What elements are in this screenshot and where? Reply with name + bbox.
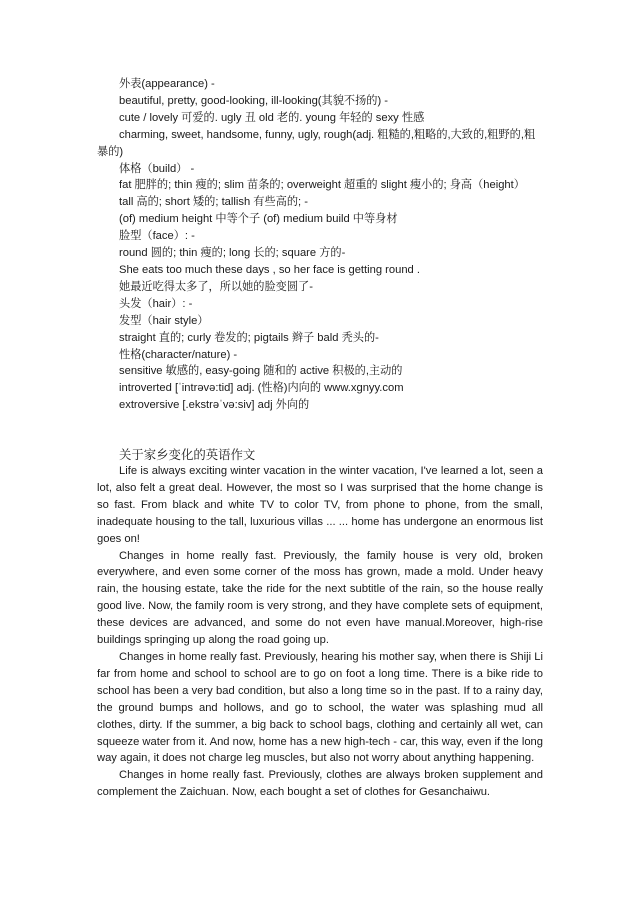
vocab-line: She eats too much these days , so her face is getting round .	[119, 263, 420, 276]
vocab-line: sensitive 敏感的, easy-going 随和的 active 积极的,主动的	[119, 365, 403, 378]
essay-title: 关于家乡变化的英语作文	[119, 447, 256, 462]
vocabulary-list	[97, 76, 547, 414]
vocab-line-face: 脸型（face）: -	[119, 230, 195, 243]
vocab-line: tall 高的; short 矮的; tallish 有些高的; -	[119, 196, 308, 209]
vocab-line: cute / lovely 可爱的. ugly 丑 old 老的. young 年轻的 sexy 性感	[119, 111, 425, 124]
vocab-line: fat 肥胖的; thin 瘦的; slim 苗条的; overweight 超重的 slight 瘦小的; 身高（height）	[119, 179, 525, 192]
vocab-line: beautiful, pretty, good-looking, ill-looking(其貌不扬的) -	[119, 94, 389, 107]
vocab-line-hair-style: 发型（hair style）	[119, 314, 209, 327]
essay-paragraph: Life is always exciting winter vacation in the winter vacation, I've learned a lot, seen a lot, also felt a great deal. However, the most so I was surprised that the home change is so fast. From black and white TV to color TV, from phone to phone, from the small, inadequate housing to the tall, luxurious villas ... ... home has undergone an enormous list goes on!	[97, 465, 543, 545]
vocab-line-build: 体格（build） -	[119, 162, 195, 175]
vocab-line: extroversive [.ekstrəˈvə:siv] adj 外向的	[119, 399, 310, 412]
vocab-line: straight 直的; curly 卷发的; pigtails 辫子 bald 秃头的-	[119, 331, 379, 344]
vocab-line-character: 性格(character/nature) -	[119, 348, 238, 361]
essay-paragraph: Changes in home really fast. Previously, the family house is very old, broken everywhere, and even some corner of the moss has grown, made a mold. Under heavy rain, the housing estate, take the ride for the next subtitle of the rain, so the house really good live. Now, the family room is very strong, and they have complete sets of equipment, these devices are advanced, and some do not even have manual.Moreover, high-rise buildings springing up along the road going up.	[97, 549, 543, 647]
essay-paragraph: Changes in home really fast. Previously, hearing his mother say, when there is Shiji Li far from home and school to school are to go on foot a long time. There is a bike ride to school has been a very bad condition, but also a long time so in the past. If to a rainy day, the ground bumps and hollows, and go to school, the water was splashing mud all clothes, dirty. If the summer, a big back to school bags, clothing and certainly all wet, can squeeze water from it. And now, home has a new high-tech - car, this way, even if the long way again, it does not charge leg muscles, but also not worry about anything happening.	[97, 650, 543, 765]
vocab-line-hair: 头发（hair）: -	[119, 297, 193, 310]
vocab-line-appearance: 外表(appearance) -	[119, 78, 215, 90]
essay-body	[97, 463, 543, 801]
vocab-line: 她最近吃得太多了，所以她的脸变圆了-	[119, 280, 313, 293]
essay-paragraph: Changes in home really fast. Previously, clothes are always broken supplement and complement the Zaichuan. Now, each bought a set of clothes for Gesanchaiwu.	[97, 769, 543, 799]
vocab-line-continuation: 暴的)	[97, 145, 124, 158]
vocab-line: (of) medium height 中等个子 (of) medium build 中等身材	[119, 213, 398, 226]
vocab-line: charming, sweet, handsome, funny, ugly, rough(adj. 粗糙的,粗略的,大致的,粗野的,粗	[119, 128, 536, 141]
vocab-line: round 圆的; thin 瘦的; long 长的; square 方的-	[119, 247, 346, 260]
vocab-line: introverted [ˈintrəvə:tid] adj. (性格)内向的 www.xgnyy.com	[119, 382, 404, 395]
